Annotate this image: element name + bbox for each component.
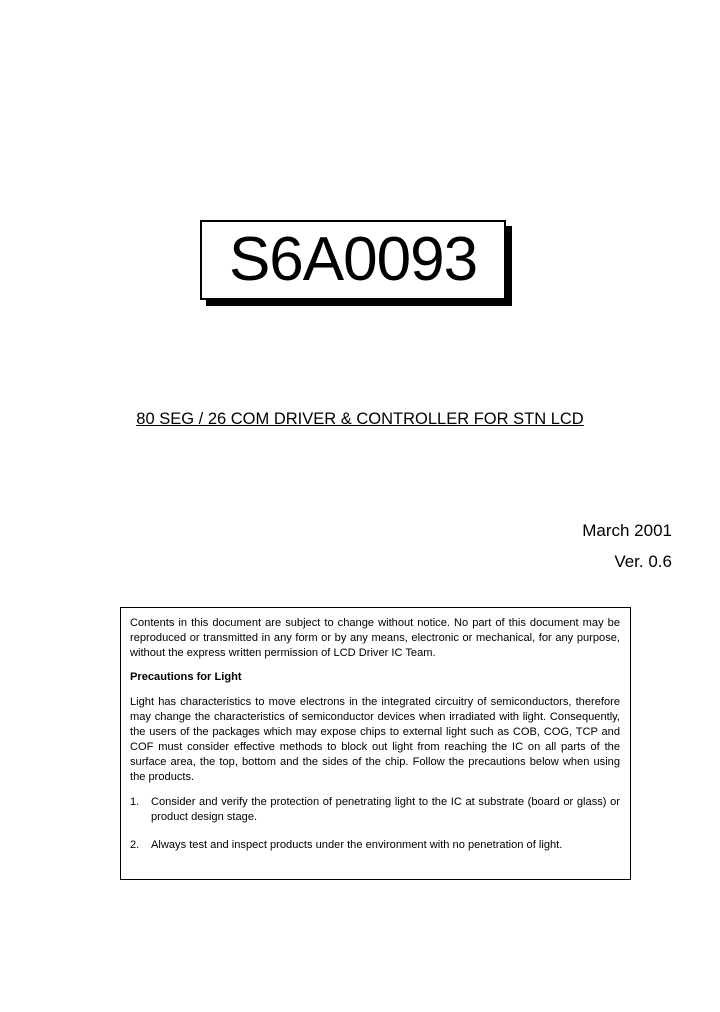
precaution-item-number: 1. — [130, 796, 140, 808]
precautions-body: Light has characteristics to move electrons in the integrated circuitry of semiconductors, therefore may change the characteristics of semiconductor devices when irradiated with light. Consequently, the users of the packages which may expose chips to external light such as COB, COG, TCP and COF must consider effective methods to block out light from reaching the IC on all parts of the surface area, the top, bottom and the sides of the chip. Follow the precautions below when using the products. — [130, 696, 620, 783]
precautions-heading: Precautions for Light — [130, 671, 242, 683]
part-number-box — [200, 220, 506, 300]
precaution-item — [130, 838, 620, 853]
precaution-item-text: Consider and verify the protection of penetrating light to the IC at substrate (board or glass) or product design stage. — [151, 796, 620, 823]
document-subtitle: 80 SEG / 26 COM DRIVER & CONTROLLER FOR STN LCD — [136, 410, 584, 428]
document-date: March 2001 — [582, 521, 672, 540]
precautions-list — [130, 795, 620, 853]
part-number-title: S6A0093 — [228, 225, 478, 294]
document-version: Ver. 0.6 — [614, 552, 672, 571]
precaution-item-number: 2. — [130, 839, 140, 851]
notice-box — [120, 607, 631, 880]
notice-intro: Contents in this document are subject to change without notice. No part of this document may be reproduced or transmitted in any form or by any means, electronic or mechanical, for any purpose, without the express written permission of LCD Driver IC Team. — [130, 617, 620, 659]
precaution-item-text: Always test and inspect products under the environment with no penetration of light. — [151, 839, 563, 851]
precaution-item — [130, 795, 620, 825]
